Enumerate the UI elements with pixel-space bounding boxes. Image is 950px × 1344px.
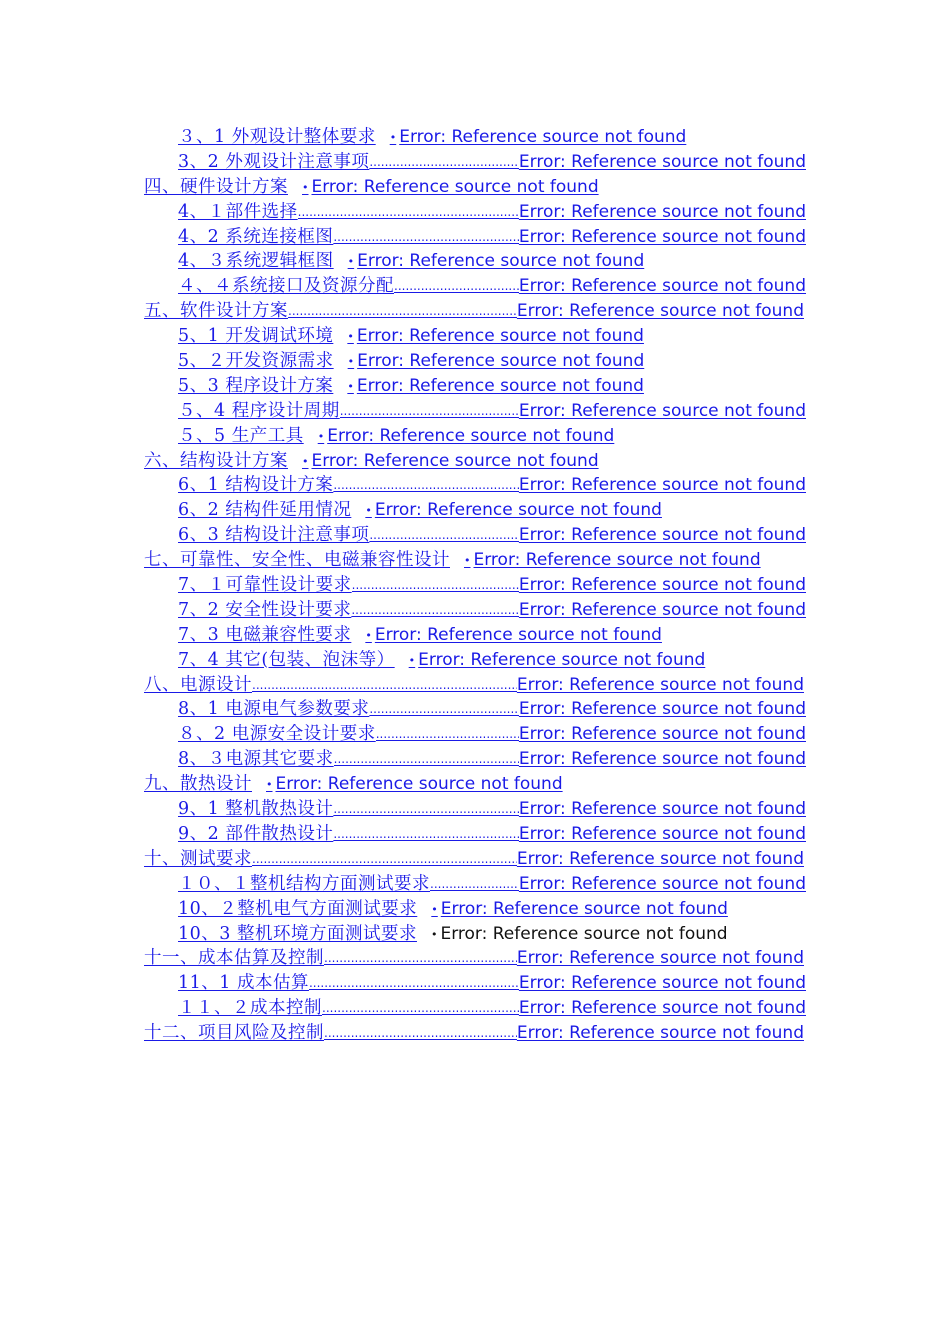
toc-entry-link[interactable] xyxy=(178,971,806,996)
toc-entry-page-ref: Error: Reference source not found xyxy=(518,575,806,596)
toc-entry[interactable] xyxy=(144,547,950,572)
toc-entry-link[interactable] xyxy=(144,549,761,569)
toc-entry[interactable] xyxy=(178,970,950,995)
toc-entry[interactable] xyxy=(178,871,950,896)
toc-entry[interactable] xyxy=(144,945,950,970)
toc-entry[interactable] xyxy=(178,472,950,497)
toc-entry-link[interactable] xyxy=(178,126,686,146)
toc-entry[interactable] xyxy=(178,572,950,597)
toc-entry-title: １０、１整机结构方面测试要求 xyxy=(178,873,430,894)
toc-entry-title: 四、硬件设计方案 xyxy=(144,176,288,197)
toc-entry-title: 八、电源设计 xyxy=(144,674,252,695)
toc-entry-title: 十一、成本估算及控制 xyxy=(144,948,324,969)
dot-leader xyxy=(333,797,519,822)
toc-entry-title: 8、1 电源电气参数要求 xyxy=(178,699,370,720)
toc-entry[interactable] xyxy=(178,796,950,821)
toc-entry-link[interactable] xyxy=(178,822,806,847)
toc-entry-link[interactable] xyxy=(144,946,804,971)
toc-entry-title: 十二、项目风险及控制 xyxy=(144,1023,324,1044)
separator-bullet-icon: • xyxy=(347,330,354,344)
toc-entry[interactable] xyxy=(144,846,950,871)
toc-entry-page-ref: Error: Reference source not found xyxy=(518,475,806,496)
toc-entry-link[interactable] xyxy=(144,176,599,196)
toc-entry-page-ref: Error: Reference source not found xyxy=(518,699,806,720)
dot-leader xyxy=(252,673,517,698)
toc-entry-title: 6、3 结构设计注意事项 xyxy=(178,525,370,546)
toc-entry[interactable] xyxy=(178,149,950,174)
separator-bullet-icon: • xyxy=(317,429,325,443)
toc-entry[interactable] xyxy=(178,398,950,423)
dot-leader xyxy=(324,1021,517,1046)
toc-entry-page-ref: Error: Reference source not found xyxy=(518,400,806,421)
toc-entry[interactable] xyxy=(178,248,950,273)
dot-leader xyxy=(351,598,519,623)
toc-entry[interactable] xyxy=(178,921,950,946)
toc-entry-page-ref: Error: Reference source not found xyxy=(516,1023,804,1044)
toc-entry-page-ref: Error: Reference source not found xyxy=(518,823,806,844)
toc-entry[interactable] xyxy=(144,1020,950,1045)
separator-bullet-icon: • xyxy=(430,927,438,941)
toc-entry-link[interactable] xyxy=(178,523,806,548)
toc-entry-page-ref: Error: Reference source not found xyxy=(518,749,806,770)
toc-entry[interactable] xyxy=(144,672,950,697)
toc-entry-title: ５、4 程序设计周期 xyxy=(178,400,340,421)
dot-leader xyxy=(333,822,519,847)
toc-entry-title: 7、3 电磁兼容性要求 xyxy=(178,624,352,645)
separator-bullet-icon: • xyxy=(389,131,397,144)
toc-entry-link[interactable] xyxy=(144,1021,804,1046)
toc-entry[interactable] xyxy=(178,373,950,398)
toc-entry[interactable] xyxy=(178,896,950,921)
toc-entry-page-ref: Error: Reference source not found xyxy=(311,450,599,471)
toc-entry-title: ８、2 电源安全设计要求 xyxy=(178,724,376,745)
toc-entry-title: 7、2 安全性设计要求 xyxy=(178,599,352,620)
dot-leader xyxy=(334,747,519,772)
toc-entry-link[interactable] xyxy=(178,996,806,1021)
toc-entry-link[interactable] xyxy=(178,350,644,370)
toc-entry-title: 十、测试要求 xyxy=(144,848,252,869)
dot-leader xyxy=(376,722,519,747)
separator-bullet-icon: • xyxy=(347,255,355,269)
toc-entry-title: 5、3 程序设计方案 xyxy=(178,375,334,396)
toc-entry-link[interactable] xyxy=(178,923,417,943)
toc-entry-title: 6、1 结构设计方案 xyxy=(178,475,334,496)
dot-leader xyxy=(369,523,519,548)
dot-leader xyxy=(298,200,519,225)
toc-entry-link[interactable] xyxy=(178,722,806,747)
toc-entry-page-ref: Error: Reference source not found xyxy=(518,201,806,222)
toc-entry[interactable] xyxy=(178,995,950,1020)
toc-entry[interactable] xyxy=(178,224,950,249)
toc-entry[interactable] xyxy=(178,522,950,547)
toc-entry-title: 5、1 开发调试环境 xyxy=(178,326,334,347)
toc-entry-title: 7、１可靠性设计要求 xyxy=(178,575,352,596)
toc-entry-title: 4、３系统逻辑框图 xyxy=(178,251,334,272)
toc-entry-title: ３、1 外观设计整体要求 xyxy=(178,127,376,147)
toc-entry-link[interactable] xyxy=(178,375,644,395)
dot-leader xyxy=(394,274,519,299)
toc-entry-title: 五、软件设计方案 xyxy=(144,301,288,322)
toc-entry-page-ref: Error: Reference source not found xyxy=(516,948,804,969)
toc-entry-title: 5、２开发资源需求 xyxy=(178,351,334,372)
toc-entry-page-ref: Error: Reference source not found xyxy=(327,425,615,446)
toc-entry[interactable] xyxy=(178,721,950,746)
toc-entry[interactable] xyxy=(178,622,950,647)
toc-entry-page-ref: Error: Reference source not found xyxy=(374,500,662,521)
separator-bullet-icon: • xyxy=(365,504,372,518)
separator-bullet-icon: • xyxy=(408,653,416,667)
toc-entry-page-ref: Error: Reference source not found xyxy=(518,799,806,820)
toc-entry-page-ref: Error: Reference source not found xyxy=(440,923,728,944)
toc-entry-link[interactable] xyxy=(178,225,806,250)
toc-entry[interactable] xyxy=(178,647,950,672)
dot-leader xyxy=(333,225,519,250)
dot-leader xyxy=(430,872,519,897)
toc-entry[interactable] xyxy=(178,348,950,373)
dot-leader xyxy=(352,573,519,598)
toc-entry-page-ref-plain xyxy=(417,923,728,943)
toc-entry-title: ４、４系统接口及资源分配 xyxy=(178,276,394,297)
toc-entry-page-ref: Error: Reference source not found xyxy=(357,351,645,372)
toc-entry-title: 七、可靠性、安全性、电磁兼容性设计 xyxy=(144,550,450,571)
toc-entry-page-ref: Error: Reference source not found xyxy=(518,525,806,546)
toc-entry-page-ref: Error: Reference source not found xyxy=(516,848,804,869)
toc-entry-title: 8、３电源其它要求 xyxy=(178,749,334,770)
toc-entry-page-ref: Error: Reference source not found xyxy=(518,226,806,247)
toc-entry-link[interactable] xyxy=(178,898,728,918)
toc-entry-title: 九、散热设计 xyxy=(144,774,252,795)
toc-entry-title: 3、2 外观设计注意事项 xyxy=(178,151,370,172)
toc-entry-title: 4、2 系统连接框图 xyxy=(178,226,334,247)
toc-entry-title: 6、2 结构件延用情况 xyxy=(178,500,352,521)
toc-entry-page-ref: Error: Reference source not found xyxy=(374,624,662,645)
toc-entry-page-ref: Error: Reference source not found xyxy=(518,873,806,894)
table-of-contents xyxy=(0,124,950,1045)
toc-entry-link[interactable] xyxy=(178,649,705,669)
dot-leader xyxy=(324,946,517,971)
toc-entry-link[interactable] xyxy=(178,150,806,175)
toc-entry-page-ref: Error: Reference source not found xyxy=(518,276,806,297)
toc-entry-link[interactable] xyxy=(144,773,563,793)
separator-bullet-icon: • xyxy=(302,454,309,468)
toc-entry-link[interactable] xyxy=(178,325,644,345)
dot-leader xyxy=(340,399,519,424)
toc-entry-title: １１、２成本控制 xyxy=(178,998,322,1019)
separator-bullet-icon: • xyxy=(347,355,355,369)
toc-entry-page-ref: Error: Reference source not found xyxy=(518,724,806,745)
toc-entry-title: 7、4 其它(包装、泡沫等） xyxy=(178,649,395,670)
toc-entry-link[interactable] xyxy=(178,425,614,445)
toc-entry[interactable] xyxy=(144,771,950,796)
toc-entry-link[interactable] xyxy=(178,399,806,424)
toc-entry[interactable] xyxy=(178,199,950,224)
toc-entry-title: 六、结构设计方案 xyxy=(144,450,288,471)
toc-entry[interactable] xyxy=(178,497,950,522)
toc-entry-link[interactable] xyxy=(178,200,806,225)
toc-entry-title: 11、1 成本估算 xyxy=(178,973,309,994)
toc-entry-page-ref: Error: Reference source not found xyxy=(518,151,806,172)
toc-entry-page-ref: Error: Reference source not found xyxy=(473,550,761,571)
toc-entry[interactable] xyxy=(178,124,950,149)
toc-entry-page-ref: Error: Reference source not found xyxy=(399,127,687,147)
toc-entry-link[interactable] xyxy=(178,499,662,519)
toc-entry-page-ref: Error: Reference source not found xyxy=(516,674,804,695)
toc-entry-link[interactable] xyxy=(178,697,806,722)
toc-entry-title: 9、2 部件散热设计 xyxy=(178,823,334,844)
toc-entry-page-ref: Error: Reference source not found xyxy=(356,326,644,347)
toc-entry-link[interactable] xyxy=(178,872,806,897)
toc-entry-page-ref: Error: Reference source not found xyxy=(275,774,563,795)
toc-entry[interactable] xyxy=(178,821,950,846)
dot-leader xyxy=(288,299,517,324)
dot-leader xyxy=(369,150,519,175)
toc-entry-link[interactable] xyxy=(178,797,806,822)
toc-entry-title: 4、１部件选择 xyxy=(178,201,298,222)
toc-entry-link[interactable] xyxy=(178,624,662,644)
dot-leader xyxy=(252,847,517,872)
toc-entry-page-ref: Error: Reference source not found xyxy=(311,176,599,197)
toc-entry[interactable] xyxy=(178,273,950,298)
toc-entry-page-ref: Error: Reference source not found xyxy=(516,301,804,322)
toc-entry-title: ５、5 生产工具 xyxy=(178,425,304,446)
separator-bullet-icon: • xyxy=(302,180,309,194)
toc-entry-page-ref: Error: Reference source not found xyxy=(418,649,706,670)
toc-entry-link[interactable] xyxy=(178,598,806,623)
toc-entry[interactable] xyxy=(144,174,950,199)
toc-entry-link[interactable] xyxy=(178,274,806,299)
toc-entry[interactable] xyxy=(178,746,950,771)
separator-bullet-icon: • xyxy=(464,554,471,568)
dot-leader xyxy=(322,996,519,1021)
toc-entry-link[interactable] xyxy=(144,299,804,324)
toc-entry-link[interactable] xyxy=(178,573,806,598)
toc-entry[interactable] xyxy=(178,323,950,348)
toc-entry-link[interactable] xyxy=(144,673,804,698)
toc-entry-page-ref: Error: Reference source not found xyxy=(518,973,806,994)
separator-bullet-icon: • xyxy=(266,778,273,792)
toc-entry-page-ref: Error: Reference source not found xyxy=(518,998,806,1019)
toc-entry-page-ref: Error: Reference source not found xyxy=(440,898,728,919)
toc-entry-link[interactable] xyxy=(178,473,806,498)
dot-leader xyxy=(333,473,519,498)
separator-bullet-icon: • xyxy=(347,379,354,393)
separator-bullet-icon: • xyxy=(365,628,372,642)
dot-leader xyxy=(309,971,519,996)
separator-bullet-icon: • xyxy=(431,902,438,916)
toc-entry-link[interactable] xyxy=(178,250,644,270)
toc-entry[interactable] xyxy=(178,597,950,622)
toc-entry-title: 9、1 整机散热设计 xyxy=(178,799,334,820)
toc-entry-link[interactable] xyxy=(144,847,804,872)
toc-entry-link[interactable] xyxy=(178,747,806,772)
toc-entry-page-ref: Error: Reference source not found xyxy=(357,251,645,272)
dot-leader xyxy=(369,697,519,722)
toc-entry-link[interactable] xyxy=(144,450,599,470)
toc-entry[interactable] xyxy=(144,298,950,323)
toc-entry[interactable] xyxy=(178,696,950,721)
toc-entry[interactable] xyxy=(178,423,950,448)
toc-entry-title: 10、3 整机环境方面测试要求 xyxy=(178,923,417,944)
toc-entry-title: 10、２整机电气方面测试要求 xyxy=(178,898,418,919)
toc-entry-page-ref: Error: Reference source not found xyxy=(518,599,806,620)
toc-entry-page-ref: Error: Reference source not found xyxy=(356,375,644,396)
toc-entry[interactable] xyxy=(144,448,950,473)
